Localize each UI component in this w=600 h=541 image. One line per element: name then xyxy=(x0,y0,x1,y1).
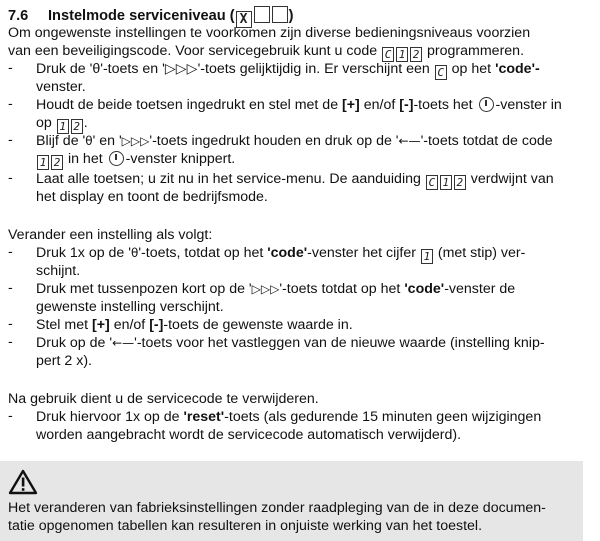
bullet-dash: - xyxy=(8,60,13,76)
code-digit-1: 1 xyxy=(421,249,433,264)
change-2-line-1 xyxy=(36,280,515,299)
step-text: '-toets ingedrukt houden en druk op de ' xyxy=(149,133,399,149)
flame-icon: θ xyxy=(85,134,93,148)
bullet-dash: - xyxy=(8,316,13,332)
code-digit-1: 1 xyxy=(396,47,408,62)
step-4-line-1 xyxy=(36,170,554,189)
dial-icon xyxy=(109,151,124,166)
minus-key-label: [-] xyxy=(149,317,164,333)
after-heading: Na gebruik dient u de servicecode te verwijderen. xyxy=(8,391,319,407)
step-text: verdwijnt van xyxy=(470,171,554,187)
bullet-dash: - xyxy=(8,96,13,112)
bullet-dash: - xyxy=(8,334,13,350)
change-3-line-1 xyxy=(36,316,353,335)
step-text: Stel met xyxy=(36,317,89,333)
step-text: en/of xyxy=(363,97,396,113)
change-heading: Verander een instelling als volgt: xyxy=(8,227,213,243)
arrows-key-label: '▷▷▷'-toets xyxy=(162,61,236,77)
mode-segment-empty-1 xyxy=(254,6,270,23)
step-1-line-1 xyxy=(36,60,540,79)
step-3-line-1 xyxy=(36,132,553,151)
code-digit-c: C xyxy=(382,47,394,62)
change-1-line-1 xyxy=(36,244,525,263)
code-window-label: 'code'- xyxy=(495,61,540,77)
code-digit-c: C xyxy=(426,175,438,190)
enter-arrow-icon: ←— xyxy=(112,336,135,350)
warning-box xyxy=(0,461,583,541)
step-text: '-toets totdat de code xyxy=(420,133,553,149)
step-text: ' en ' xyxy=(92,133,122,149)
section-title-end: ) xyxy=(288,8,294,24)
section-number: 7.6 xyxy=(8,8,29,24)
step-text: '-toets totdat op het xyxy=(279,281,401,297)
warning-line-1: Het veranderen van fabrieksinstellingen zonder raadpleging van de in deze documen- xyxy=(8,500,546,516)
step-3-line-2 xyxy=(36,150,235,169)
arrows-icon: ▷▷▷ xyxy=(251,282,280,296)
warning-triangle-icon xyxy=(8,469,38,495)
step-text: Blijf de ' xyxy=(36,133,86,149)
section-title-text: Instelmode serviceniveau ( xyxy=(48,8,235,24)
code-digit-c: C xyxy=(435,65,447,80)
change-4-line-1 xyxy=(36,334,545,353)
step-text: -venster in xyxy=(495,97,562,113)
intro-line-2 xyxy=(8,42,524,61)
step-2-line-2: op 1 2 . xyxy=(36,115,88,133)
change-1-line-2: schijnt. xyxy=(36,263,81,279)
intro-line-1: Om ongewenste instellingen te voorkomen zijn diverse bedieningsniveaus voorzien xyxy=(8,25,531,41)
bullet-dash: - xyxy=(8,280,13,296)
arrows-icon: ▷▷▷ xyxy=(121,134,150,148)
step-4-line-2: het display en toont de bedrijfsmode. xyxy=(36,189,268,205)
step-text: '-toets voor het vastleggen van de nieuwe waarde (instelling knip- xyxy=(134,335,545,351)
step-text: -venster de xyxy=(444,281,516,297)
plus-key-label: [+] xyxy=(342,97,360,113)
code-digit-2: 2 xyxy=(410,47,422,62)
step-text: Druk hiervoor 1x op de xyxy=(36,409,180,425)
step-text: Laat alle toetsen; u zit nu in het service-menu. De aanduiding xyxy=(36,171,421,187)
intro-text: van een beveiligingscode. Voor servicegebruik kunt u code xyxy=(8,43,378,59)
change-4-line-2: pert 2 x). xyxy=(36,353,92,369)
code-window-label: 'code' xyxy=(267,245,308,261)
step-text: Druk 1x op de ' xyxy=(36,245,131,261)
step-text: Druk op de ' xyxy=(36,335,113,351)
step-text: -toets het xyxy=(413,97,473,113)
code-digit-2: 2 xyxy=(51,155,63,170)
step-text: en xyxy=(142,61,159,77)
step-text: in het xyxy=(67,151,103,167)
bullet-dash: - xyxy=(8,408,13,424)
code-window-label: 'code' xyxy=(404,281,445,297)
mode-segment-empty-2 xyxy=(272,6,288,23)
reset-key-label: 'reset' xyxy=(183,409,225,425)
change-2-line-2: gewenste instelling verschijnt. xyxy=(36,299,224,315)
step-text: -toets (als gedurende 15 minuten geen wijzigingen xyxy=(224,409,542,425)
step-text: -toets de gewenste waarde in. xyxy=(163,317,353,333)
mode-segment-x: X xyxy=(236,11,252,28)
step-2-line-1 xyxy=(36,96,562,115)
code-digit-1: 1 xyxy=(57,119,69,134)
step-text: '-toets, totdat op het xyxy=(138,245,264,261)
flame-icon: θ xyxy=(130,246,139,260)
bullet-dash: - xyxy=(8,132,13,148)
code-digit-1: 1 xyxy=(37,155,49,170)
step-text: Druk de xyxy=(36,61,86,77)
minus-key-label: [-] xyxy=(399,97,414,113)
plus-key-label: [+] xyxy=(92,317,110,333)
bullet-dash: - xyxy=(8,244,13,260)
warning-line-2: tatie opgenomen tabellen kan resulteren in onjuiste werking van het toestel. xyxy=(8,518,483,534)
enter-arrow-icon: ←— xyxy=(398,134,421,148)
step-text: -venster knippert. xyxy=(125,151,236,167)
code-digit-2: 2 xyxy=(454,175,466,190)
section-title xyxy=(8,6,293,25)
step-text: op xyxy=(36,115,52,131)
reset-line-2: worden aangebracht wordt de servicecode automatisch verwijderd). xyxy=(36,427,462,443)
dial-icon xyxy=(479,97,494,112)
step-text: Houdt de beide toetsen ingedrukt en stel met de xyxy=(36,97,339,113)
step-text: op het xyxy=(451,61,492,77)
code-digit-2: 2 xyxy=(71,119,83,134)
step-text: en/of xyxy=(113,317,146,333)
reset-line-1 xyxy=(36,408,541,427)
step-text: (met stip) ver- xyxy=(437,245,526,261)
flame-key-label: 'θ'-toets xyxy=(89,61,139,77)
step-text: Druk met tussenpozen kort op de ' xyxy=(36,281,252,297)
bullet-dash: - xyxy=(8,170,13,186)
step-1-line-2: venster. xyxy=(36,79,86,95)
step-text: gelijktijdig in. Er verschijnt een xyxy=(239,61,430,77)
intro-text-end: programmeren. xyxy=(427,43,525,59)
step-text: -venster het cijfer xyxy=(307,245,416,261)
code-digit-1: 1 xyxy=(440,175,452,190)
